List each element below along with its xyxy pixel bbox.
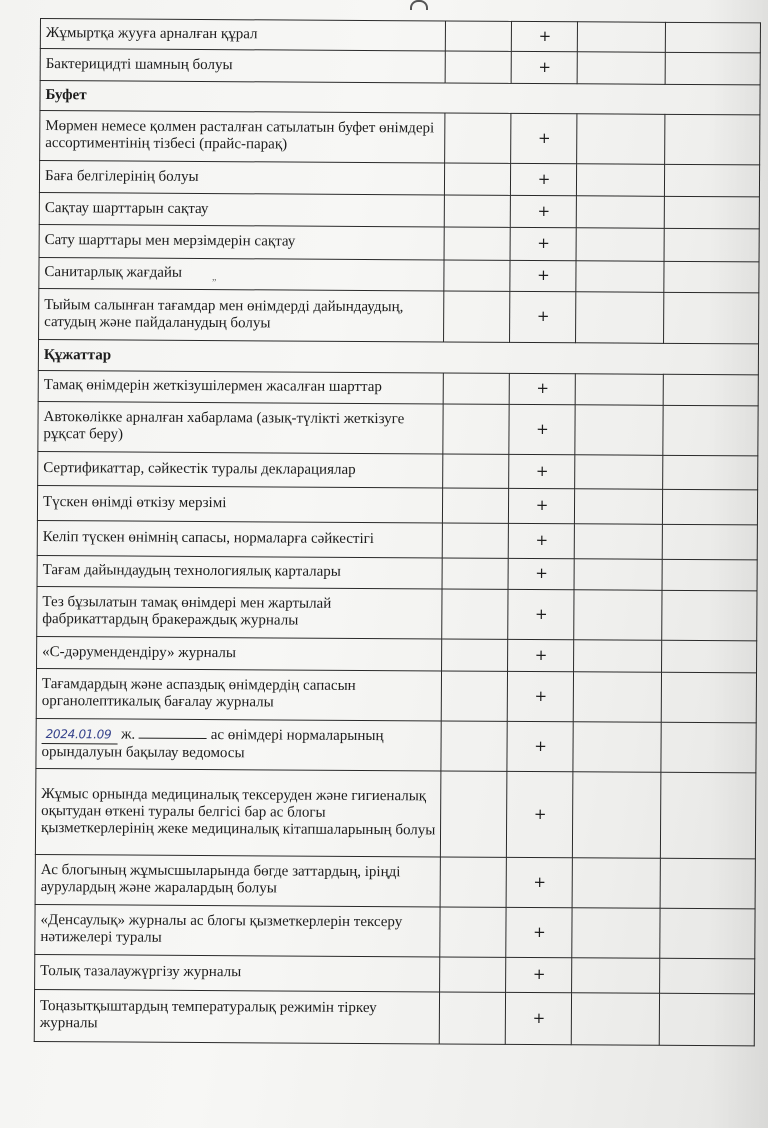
- empty-cell: [660, 958, 755, 994]
- check-mark: +: [509, 373, 575, 404]
- table-row: [35, 904, 755, 958]
- criterion-text: Жұмыс орнында медициналық тексеруден және гигиеналық оқытудан өткені туралы белгісі бар ас блогы қызметкерлерінің жеке медициналық кітапшаларының болуы: [35, 768, 441, 856]
- empty-cell: [576, 196, 664, 229]
- empty-cell: [575, 405, 663, 456]
- empty-cell: [662, 524, 757, 560]
- empty-cell: [574, 524, 662, 560]
- table-row: [36, 718, 756, 772]
- check-mark: +: [511, 51, 577, 83]
- empty-cell: [659, 993, 754, 1046]
- check-mark: +: [510, 195, 576, 227]
- handwritten-date: 2024.01.09: [42, 726, 118, 744]
- check-mark: +: [508, 488, 574, 523]
- table-row: [37, 636, 757, 672]
- empty-cell: [576, 228, 664, 262]
- table-row: [39, 224, 759, 261]
- criterion-text: Тез бұзылатын тамақ өнімдері мен жартылай фабрикаттардың бракераждық журналы: [37, 586, 442, 638]
- check-mark: +: [508, 639, 574, 671]
- table-row: [34, 989, 754, 1045]
- check-mark: +: [510, 227, 576, 260]
- empty-cell: [443, 373, 509, 404]
- table-row: [35, 954, 755, 993]
- empty-cell: [660, 908, 755, 959]
- empty-cell: [662, 640, 757, 673]
- inspection-checklist-table: [34, 18, 761, 1046]
- section-header-row: [38, 339, 758, 374]
- empty-cell: [443, 454, 509, 488]
- criterion-text: Сақтау шарттарын сақтау: [39, 192, 444, 226]
- empty-cell: [661, 722, 756, 773]
- table-row: [37, 520, 757, 559]
- criterion-text: Сату шарттары мен мерзімдерін сақтау: [39, 224, 444, 259]
- empty-cell: [574, 590, 662, 641]
- table-row: [39, 257, 759, 292]
- check-mark: +: [506, 957, 572, 992]
- empty-cell: [664, 228, 759, 262]
- table-row: [37, 555, 757, 590]
- empty-cell: [662, 590, 757, 641]
- empty-cell: [576, 164, 664, 197]
- check-mark: +: [508, 558, 574, 589]
- empty-cell: [575, 455, 663, 490]
- check-mark: +: [509, 404, 575, 454]
- table-row: [39, 288, 759, 343]
- table-row: [37, 485, 757, 524]
- criterion-text: Баға белгілерінің болуы: [39, 161, 444, 195]
- empty-cell: [664, 164, 759, 197]
- check-mark: +: [508, 523, 574, 558]
- empty-cell: [442, 639, 508, 671]
- criterion-text: Ас блогының жұмысшыларында бөгде заттардың, іріңді аурулардың және жаралардың болуы: [35, 854, 440, 906]
- criterion-text: Тоңазытқыштардың температуралық режимін тіркеу журналы: [34, 989, 439, 1043]
- empty-cell: [662, 489, 757, 525]
- empty-cell: [442, 488, 508, 523]
- criterion-cell: [36, 718, 441, 770]
- empty-cell: [663, 455, 758, 490]
- empty-cell: [445, 51, 511, 83]
- empty-cell: [573, 672, 661, 723]
- empty-cell: [572, 958, 660, 994]
- table-row: [39, 161, 759, 197]
- table-row: [35, 768, 756, 858]
- criterion-cell: [39, 257, 444, 290]
- check-mark: +: [510, 291, 576, 342]
- check-mark: +: [507, 721, 573, 771]
- section-title-buffet: Буфет: [40, 81, 760, 115]
- table-row: [39, 192, 759, 228]
- criterion-text: «С-дәрумендендіру» журналы: [37, 636, 442, 670]
- criterion-text: «Денсаулық» журналы ас блогы қызметкерлерін тексеру нәтижелері туралы: [35, 904, 440, 956]
- empty-cell: [571, 993, 659, 1046]
- check-mark: +: [506, 907, 572, 957]
- empty-cell: [660, 772, 756, 859]
- criterion-text: Сертификаттар, сәйкестік туралы декларациялар: [38, 451, 443, 487]
- table-row: [37, 586, 757, 640]
- empty-cell: [445, 21, 511, 51]
- check-mark: +: [505, 992, 571, 1044]
- empty-cell: [574, 489, 662, 525]
- table-row: [36, 668, 756, 722]
- hole-punch-mark: [410, 0, 428, 10]
- criterion-text: Тағам дайындаудың технологиялық карталары: [37, 555, 442, 588]
- check-mark: +: [508, 589, 574, 639]
- empty-cell: [444, 195, 510, 227]
- check-mark: +: [506, 857, 572, 907]
- criterion-text: Автокөлікке арналған хабарлама (азық-түлікті жеткізуге рұқсат беру): [38, 401, 443, 453]
- empty-cell: [444, 163, 510, 195]
- table-row: [38, 370, 758, 405]
- empty-cell: [573, 722, 661, 773]
- check-mark: +: [511, 21, 577, 51]
- empty-cell: [443, 404, 509, 454]
- empty-cell: [576, 261, 664, 293]
- table-row: [40, 19, 760, 53]
- check-mark: +: [511, 113, 577, 163]
- criterion-text: Тыйым салынған тағамдар мен өнімдерді дайындаудың, сатудың және пайдаланудың болуы: [39, 288, 444, 341]
- empty-cell: [663, 405, 758, 456]
- criterion-text: Жұмыртқа жууға арналған құрал: [40, 19, 445, 51]
- check-mark: +: [510, 260, 576, 291]
- criterion-text: Санитарлық жағдайы: [44, 263, 183, 281]
- empty-cell: [661, 672, 756, 723]
- section-title-documents: Құжаттар: [38, 339, 758, 374]
- empty-cell: [441, 671, 507, 721]
- empty-cell: [662, 559, 757, 591]
- table-row: [40, 49, 760, 85]
- empty-cell: [660, 858, 755, 909]
- empty-cell: [664, 196, 759, 229]
- criterion-text: ас өнімдері нормаларының орындалуын бақылау ведомосы: [41, 727, 384, 762]
- empty-cell: [442, 589, 508, 639]
- empty-cell: [664, 261, 759, 293]
- section-header-row: [40, 81, 760, 115]
- empty-cell: [444, 291, 510, 342]
- table-row: [40, 111, 760, 165]
- empty-cell: [574, 640, 662, 673]
- check-mark: +: [507, 671, 573, 721]
- empty-cell: [577, 114, 665, 165]
- empty-cell: [572, 772, 661, 859]
- empty-cell: [440, 957, 506, 992]
- empty-cell: [572, 858, 660, 909]
- year-suffix: ж.: [121, 726, 136, 743]
- blank-line: [139, 726, 207, 739]
- criterion-text: Тамақ өнімдерін жеткізушілермен жасалған шарттар: [38, 370, 443, 403]
- empty-cell: [442, 558, 508, 589]
- check-mark: +: [509, 454, 575, 488]
- empty-cell: [577, 22, 665, 53]
- criterion-text: Түскен өнімді өткізу мерзімі: [37, 485, 442, 522]
- empty-cell: [663, 374, 758, 406]
- table-row: [35, 854, 755, 908]
- criterion-text: Мөрмен немесе қолмен расталған сатылатын буфет өнімдері ассортиментінің тізбесі (прайс-парақ): [40, 111, 445, 163]
- empty-cell: [577, 52, 665, 85]
- criterion-text: Бактерицидті шамның болуы: [40, 49, 445, 83]
- table-row: [38, 451, 758, 489]
- empty-cell: [440, 907, 506, 957]
- empty-cell: [444, 227, 510, 260]
- empty-cell: [665, 22, 760, 53]
- empty-cell: [572, 908, 660, 959]
- empty-cell: [440, 857, 506, 907]
- criterion-text: Тағамдардың және аспаздық өнімдердің сапасын органолептикалық бағалау журналы: [36, 668, 441, 720]
- check-mark: +: [510, 163, 576, 195]
- empty-cell: [440, 771, 507, 857]
- empty-cell: [665, 114, 760, 165]
- empty-cell: [439, 992, 505, 1044]
- empty-cell: [664, 292, 759, 344]
- stray-mark: „: [211, 271, 217, 283]
- empty-cell: [444, 260, 510, 291]
- empty-cell: [445, 113, 511, 163]
- empty-cell: [442, 523, 508, 558]
- empty-cell: [665, 52, 760, 85]
- check-mark: +: [506, 771, 573, 857]
- empty-cell: [441, 721, 507, 771]
- empty-cell: [574, 559, 662, 591]
- criterion-text: Толық тазалаужүргізу журналы: [35, 954, 440, 991]
- criterion-text: Келіп түскен өнімнің сапасы, нормаларға сәйкестігі: [37, 520, 442, 557]
- table-row: [38, 401, 758, 455]
- empty-cell: [576, 292, 664, 344]
- empty-cell: [575, 374, 663, 406]
